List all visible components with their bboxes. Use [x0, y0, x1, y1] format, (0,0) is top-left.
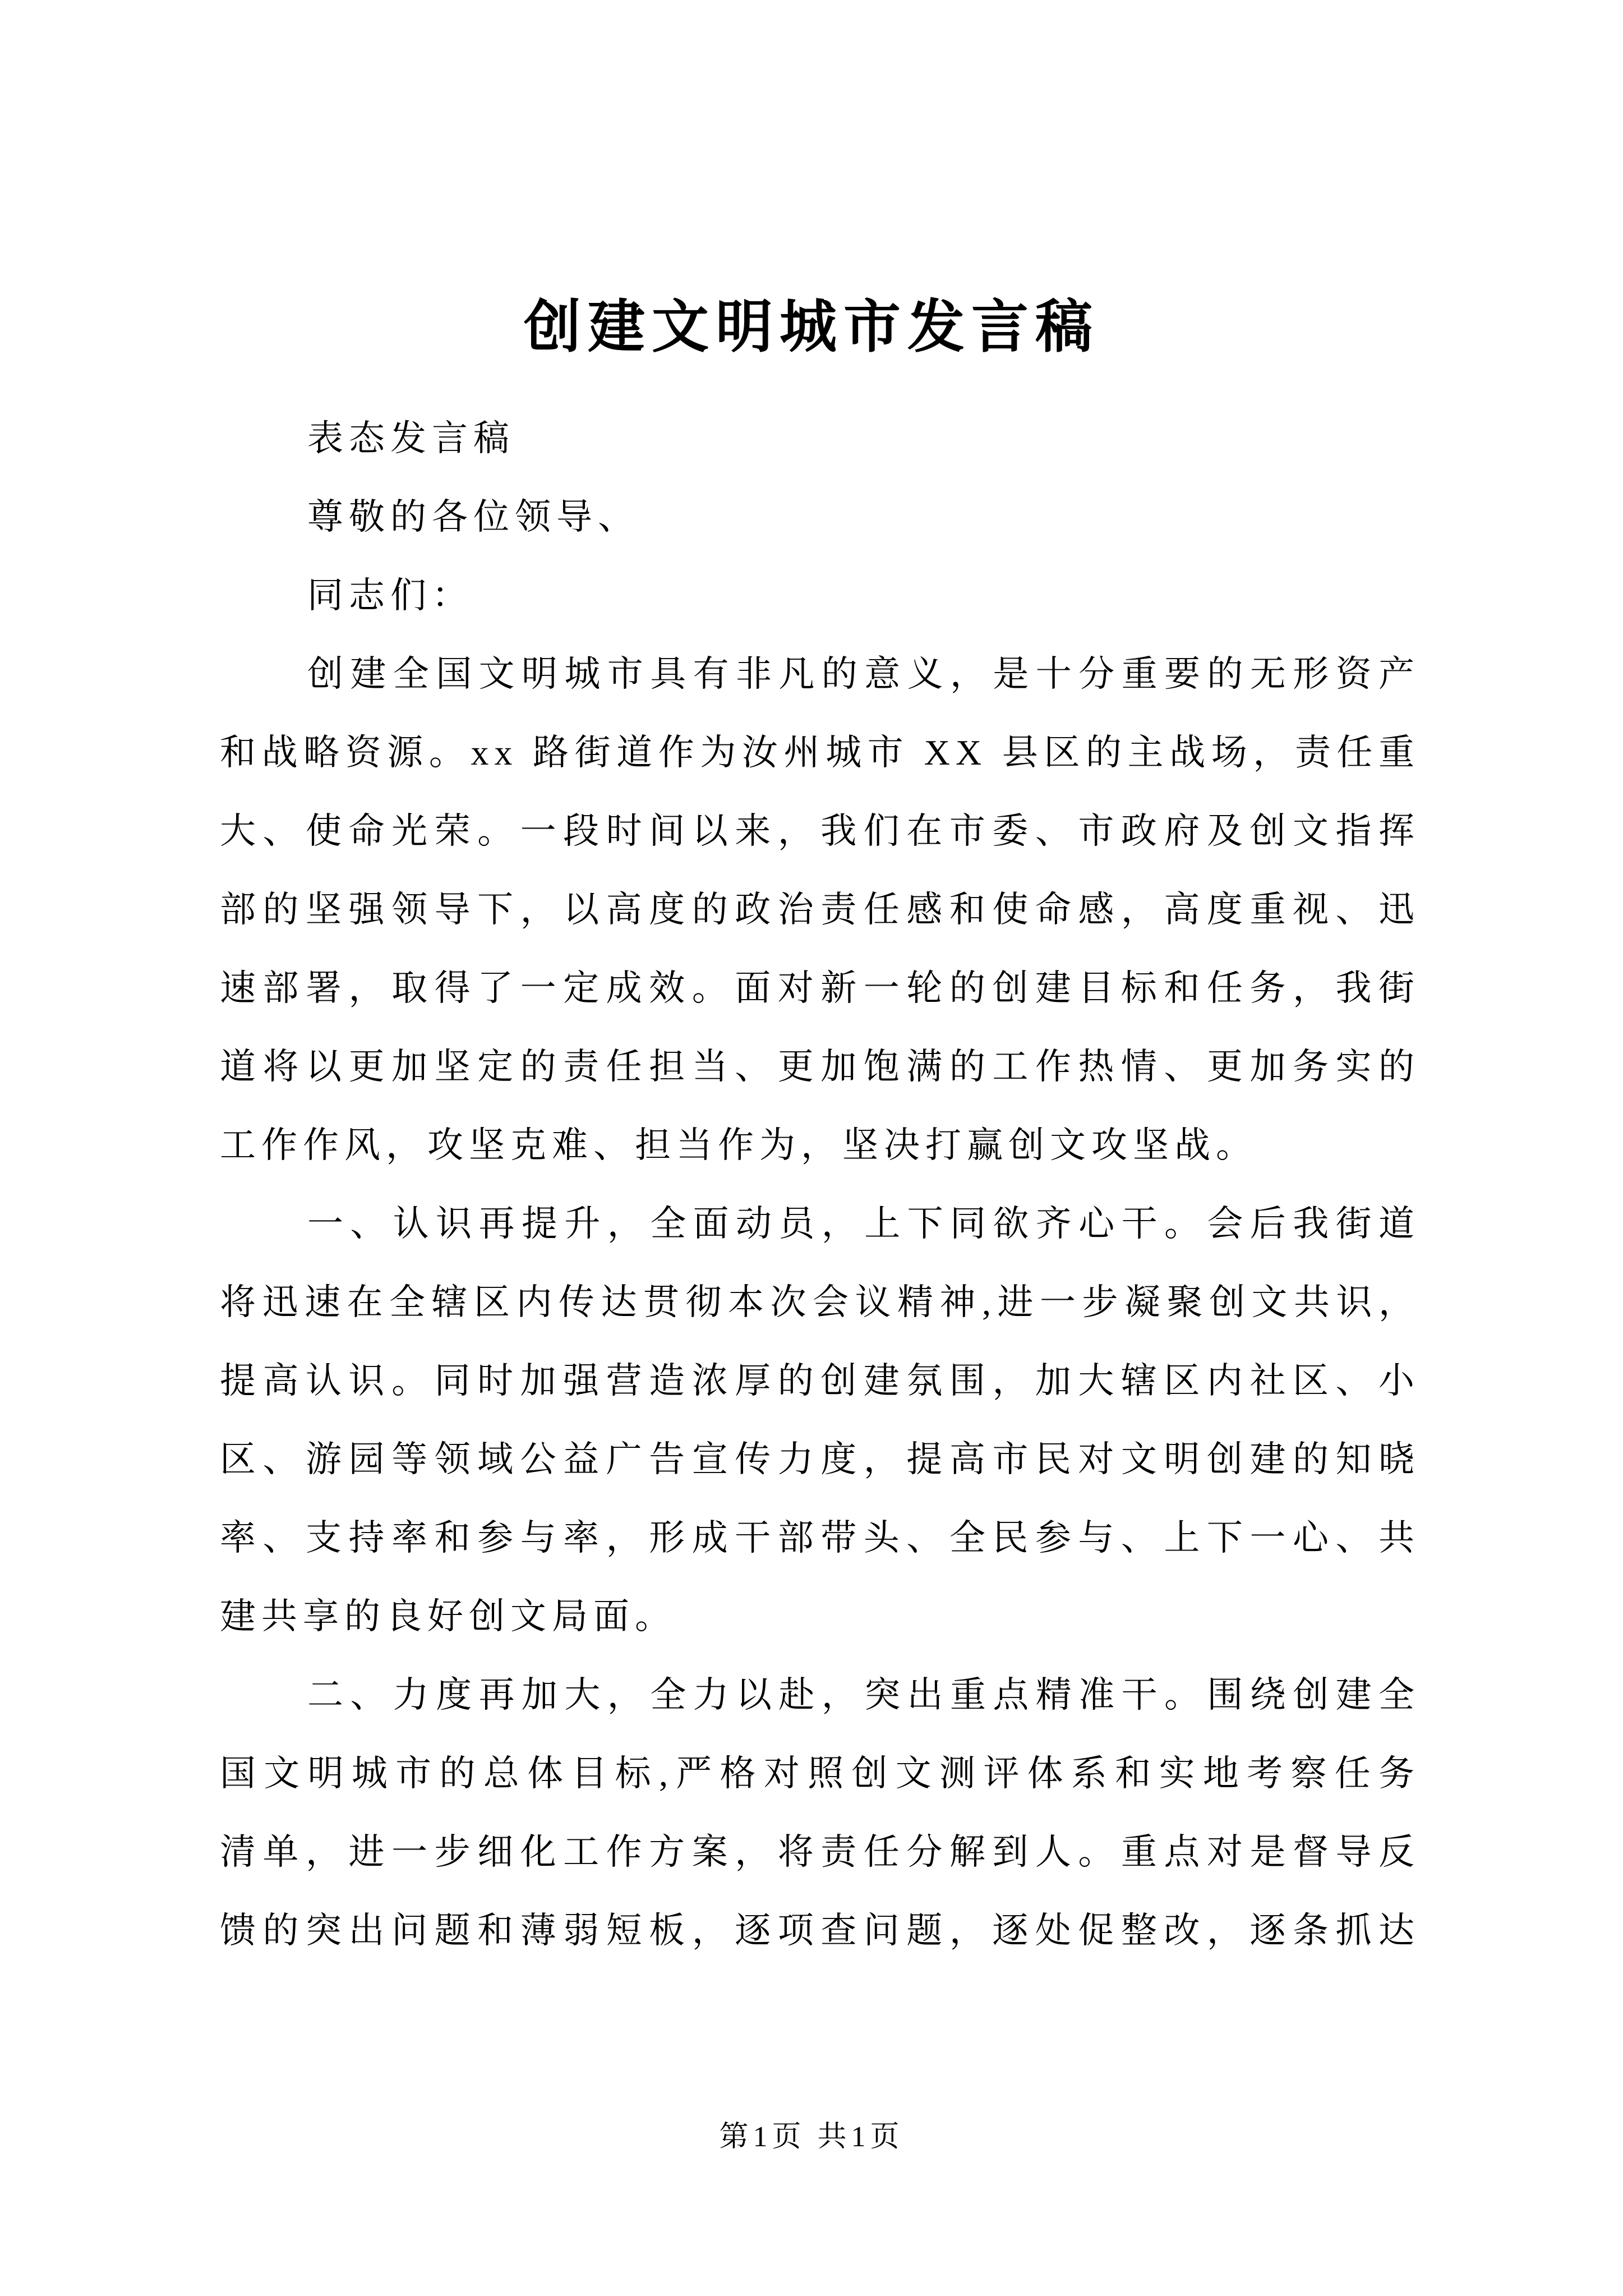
text-line: 工作作风，攻坚克难、担当作为，坚决打赢创文攻坚战。: [220, 1125, 1257, 1165]
text-line: 区、游园等领域公益广告宣传力度，提高市民对文明创建的知晓: [220, 1439, 1420, 1479]
document-body: [220, 399, 1420, 1970]
text-line: 提高认识。同时加强营造浓厚的创建氛围，加大辖区内社区、小: [220, 1361, 1420, 1401]
page-title: 创建文明城市发言稿: [524, 296, 1099, 360]
text-line: 部的坚强领导下，以高度的政治责任感和使命感，高度重视、迅: [220, 890, 1420, 930]
text-line: 尊敬的各位领导、: [307, 497, 639, 537]
text-line: 率、支持率和参与率，形成干部带头、全民参与、上下一心、共: [220, 1518, 1420, 1558]
page-number: 第1页 共1页: [719, 2121, 904, 2153]
text-line: 二、力度再加大，全力以赴，突出重点精准干。围绕创建全: [307, 1675, 1420, 1715]
text-line: 馈的突出问题和薄弱短板，逐项查问题，逐处促整改，逐条抓达: [220, 1911, 1420, 1950]
text-line: 建共享的良好创文局面。: [220, 1596, 676, 1636]
text-line: 大、使命光荣。一段时间以来，我们在市委、市政府及创文指挥: [220, 811, 1420, 851]
text-line: 速部署，取得了一定成效。面对新一轮的创建目标和任务，我街: [220, 968, 1420, 1008]
text-line: 创建全国文明城市具有非凡的意义，是十分重要的无形资产: [307, 654, 1420, 694]
text-line: 一、认识再提升，全面动员，上下同欲齐心干。会后我街道: [307, 1204, 1420, 1244]
text-line: 将迅速在全辖区内传达贯彻本次会议精神,进一步凝聚创文共识，: [220, 1282, 1420, 1322]
text-line: 同志们：: [307, 576, 473, 615]
text-line: 和战略资源。xx 路街道作为汝州城市 XX 县区的主战场，责任重: [220, 733, 1420, 772]
text-line: 清单，进一步细化工作方案，将责任分解到人。重点对是督导反: [220, 1832, 1420, 1872]
text-line: 表态发言稿: [307, 418, 515, 458]
text-line: 国文明城市的总体目标,严格对照创文测评体系和实地考察任务: [220, 1754, 1420, 1793]
text-line: 道将以更加坚定的责任担当、更加饱满的工作热情、更加务实的: [220, 1047, 1420, 1087]
